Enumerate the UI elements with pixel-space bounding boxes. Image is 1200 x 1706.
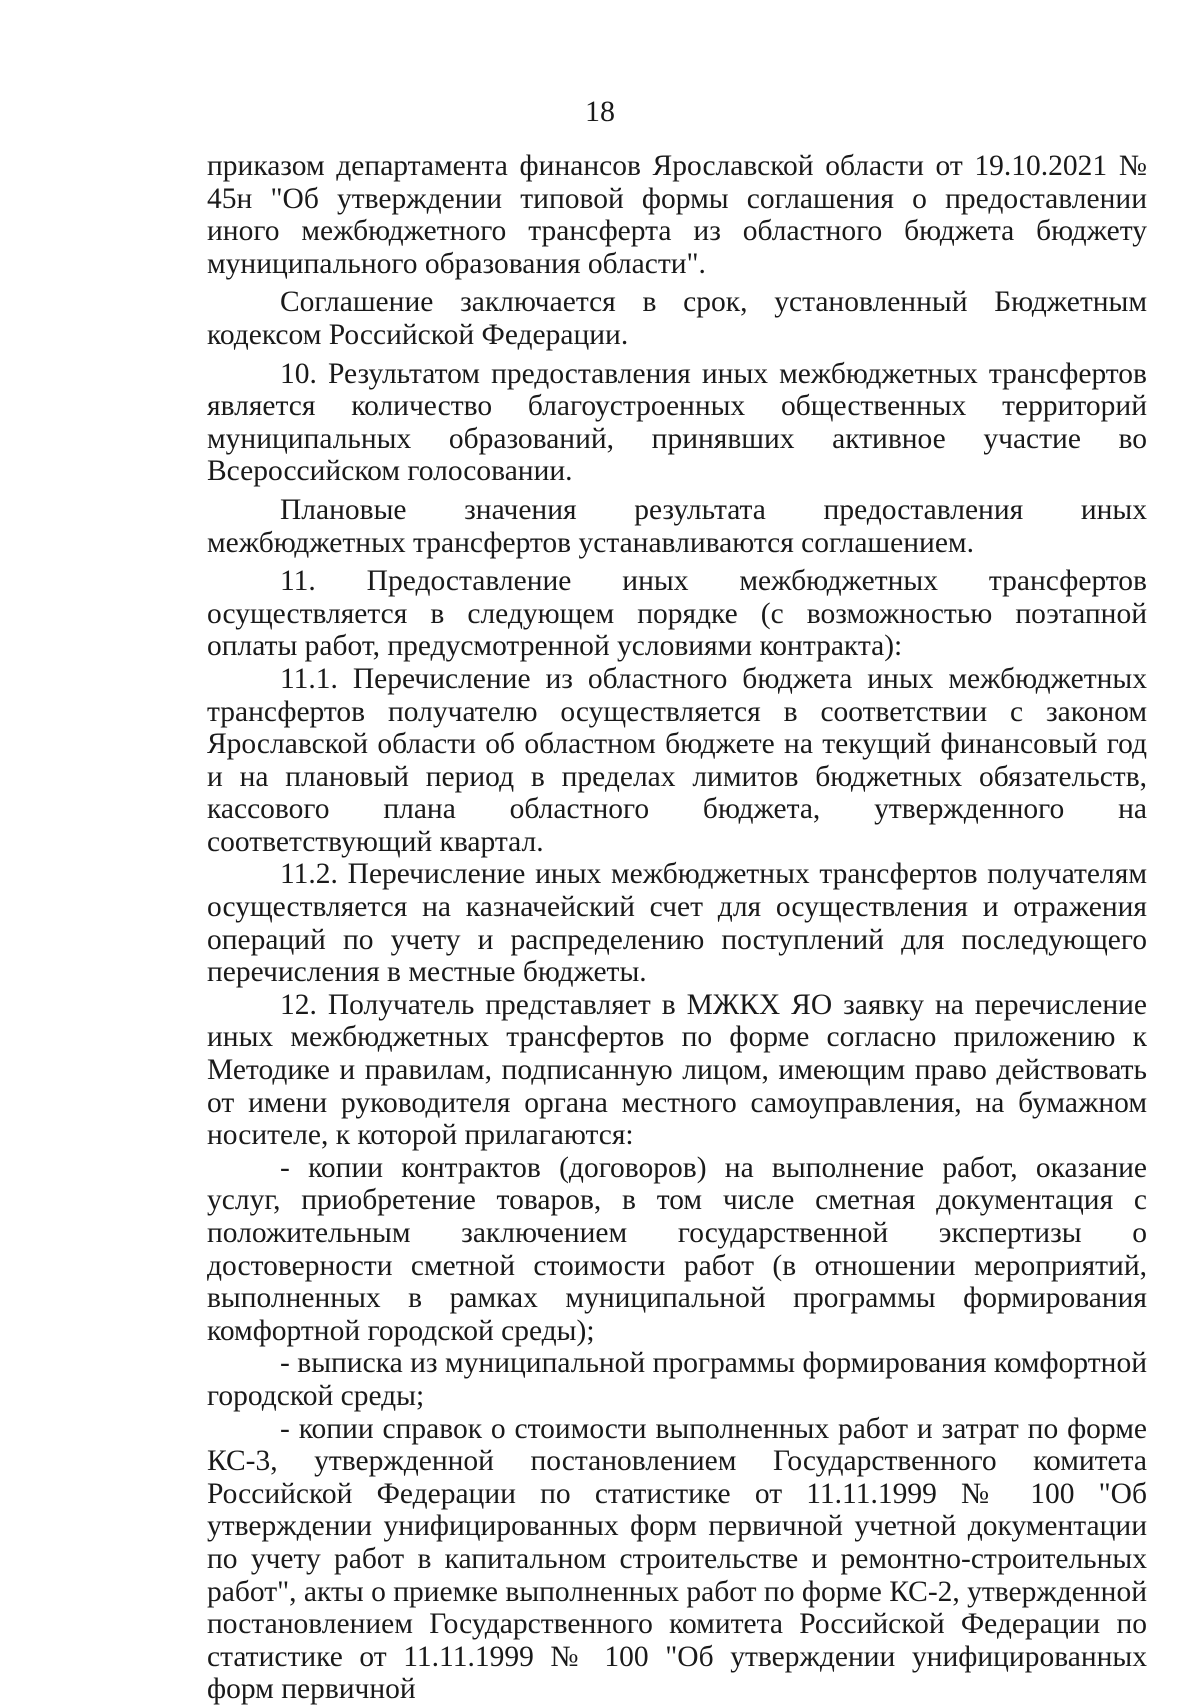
page-number: 18 <box>585 95 615 128</box>
paragraph-agreement-term: Соглашение заключается в срок, установленный Бюджетным кодексом Российской Федерации. <box>207 286 1147 351</box>
list-item-program-extract: - выписка из муниципальной программы формирования комфортной городской среды; <box>207 1347 1147 1412</box>
paragraph-item-11: 11. Предоставление иных межбюджетных трансфертов осуществляется в следующем порядке (с возможностью поэтапной оплаты работ, предусмотренной условиями контракта): <box>207 565 1147 663</box>
paragraph-item-10: 10. Результатом предоставления иных межбюджетных трансфертов является количество благоустроенных общественных территорий муниципальных образований, принявших активное участие во Всероссийском голосовании. <box>207 357 1147 488</box>
paragraph-order-reference: приказом департамента финансов Ярославской области от 19.10.2021 № 45н "Об утверждении типовой формы соглашения о предоставлении иного межбюджетного трансферта из областного бюджета бюджету муниципального образования области". <box>207 150 1147 280</box>
list-item-ks3-certificates: - копии справок о стоимости выполненных работ и затрат по форме КС-3, утвержденной постановлением Государственного комитета Российской Федерации по статистике от 11.11.1999 № 100 "Об утверждении унифицированных форм первичной учетной документации по учету работ в капитальном строительстве и ремонтно-строительных работ", акты о приемке выполненных работ по форме КС-2, утвержденной постановлением Государственного комитета Российской Федерации по статистике от 11.11.1999 № 100 "Об утверждении унифицированных форм первичной <box>207 1412 1147 1706</box>
paragraph-item-11-1: 11.1. Перечисление из областного бюджета иных межбюджетных трансфертов получателю осуществляется в соответствии с законом Ярославской области об областном бюджете на текущий финансовый год и на плановый период в пределах лимитов бюджетных обязательств, кассового плана областного бюджета, утвержденного на соответствующий квартал. <box>207 662 1147 858</box>
list-item-contracts: - копии контрактов (договоров) на выполнение работ, оказание услуг, приобретение товаров, в том числе сметная документация с положительным заключением государственной экспертизы о достоверности сметной стоимости работ (в отношении мероприятий, выполненных в рамках муниципальной программы формирования комфортной городской среды); <box>207 1151 1147 1347</box>
paragraph-planned-values: Плановые значения результата предоставления иных межбюджетных трансфертов устанавливаются соглашением. <box>207 493 1147 559</box>
paragraph-item-11-2: 11.2. Перечисление иных межбюджетных трансфертов получателям осуществляется на казначейский счет для осуществления и отражения операций по учету и распределению поступлений для последующего перечисления в местные бюджеты. <box>207 858 1147 989</box>
document-body <box>207 150 1147 1706</box>
paragraph-item-12: 12. Получатель представляет в МЖКХ ЯО заявку на перечисление иных межбюджетных трансфертов по форме согласно приложению к Методике и правилам, подписанную лицом, имеющим право действовать от имени руководителя органа местного самоуправления, на бумажном носителе, к которой прилагаются: <box>207 988 1147 1152</box>
